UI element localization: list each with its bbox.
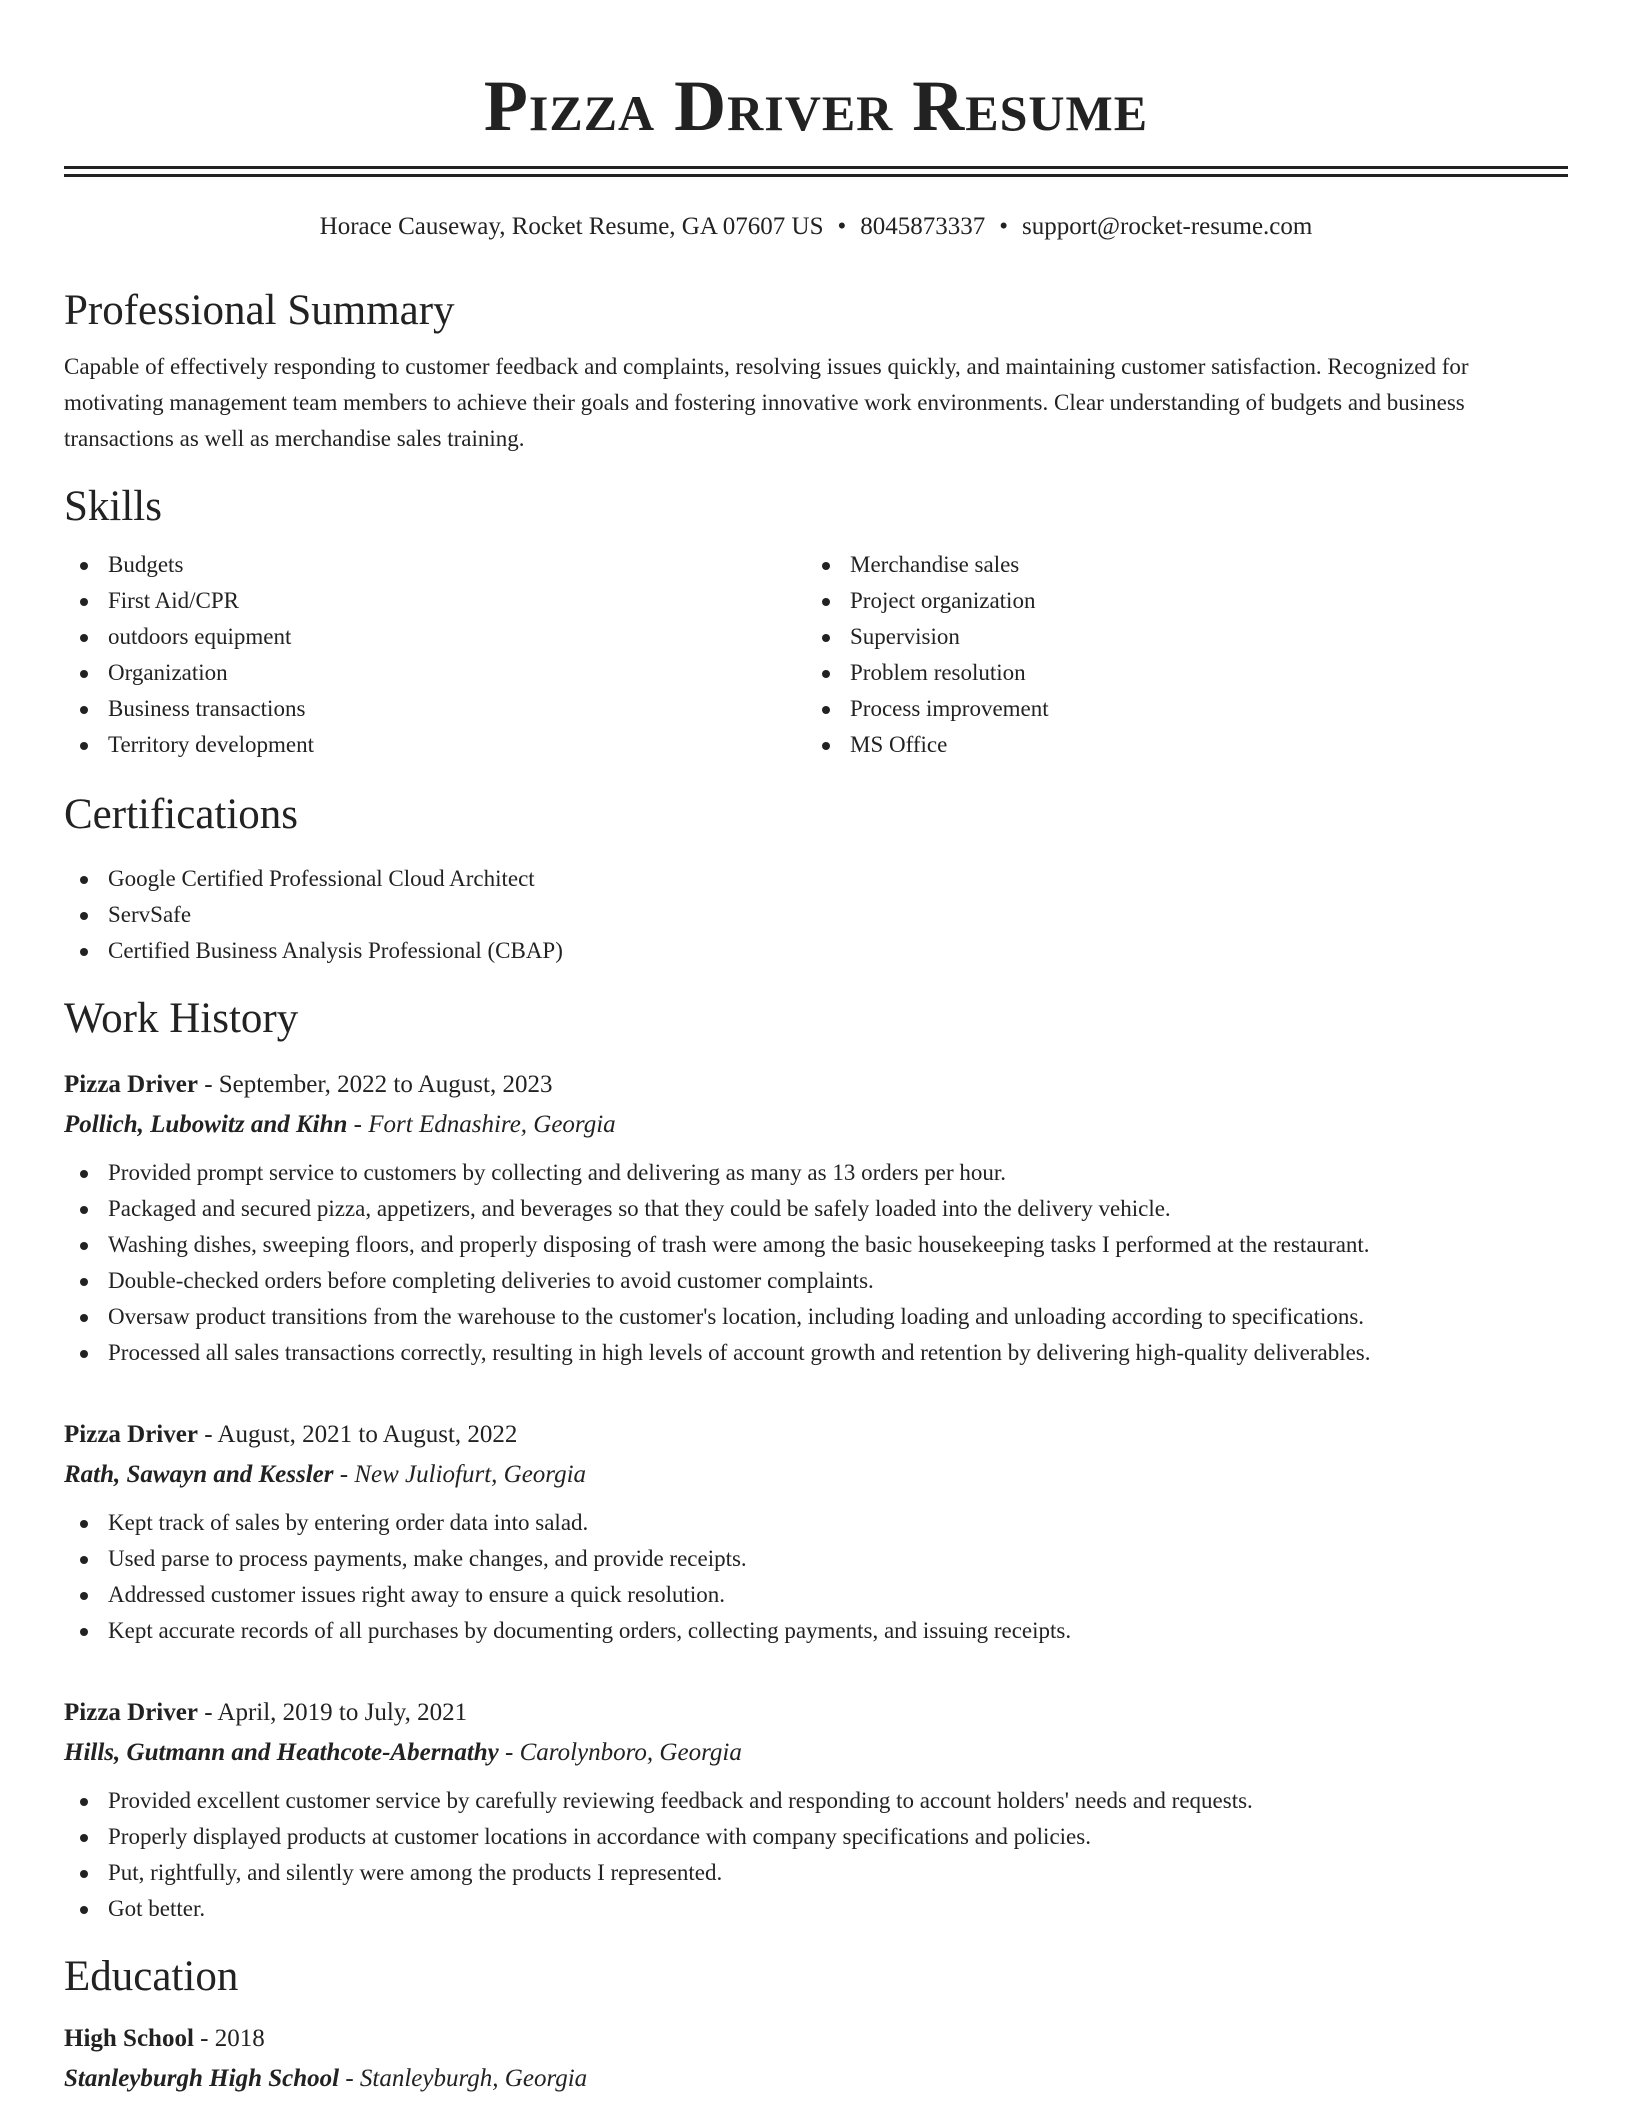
job-duty-item: Kept track of sales by entering order data into salad. xyxy=(64,1505,1568,1541)
summary-heading: Professional Summary xyxy=(64,287,455,334)
certification-item: Google Certified Professional Cloud Architect xyxy=(64,861,1568,897)
skill-item: Problem resolution xyxy=(806,655,1548,691)
job-title: Pizza Driver xyxy=(64,1421,198,1448)
education-year: - 2018 xyxy=(193,2025,265,2052)
certifications-heading: Certifications xyxy=(64,791,299,838)
job-duty-item: Packaged and secured pizza, appetizers, and beverages so that they could be safely loaded into the delivery vehicle. xyxy=(64,1191,1568,1227)
skills-list-left xyxy=(64,547,806,763)
job-employer xyxy=(64,1455,1568,1495)
job-duty-item: Double-checked orders before completing deliveries to avoid customer complaints. xyxy=(64,1263,1568,1299)
job-duties-list xyxy=(64,1155,1568,1371)
education-school: Stanleyburgh High School xyxy=(64,2065,340,2092)
education-heading: Education xyxy=(64,1953,239,2000)
job-company: Rath, Sawayn and Kessler xyxy=(64,1461,334,1488)
education-entry xyxy=(64,2019,1568,2099)
resume-page xyxy=(64,0,1568,2099)
job-location: - Fort Ednashire, Georgia xyxy=(347,1111,616,1138)
skill-item: MS Office xyxy=(806,727,1548,763)
job-duties-list xyxy=(64,1783,1568,1927)
skill-item: Supervision xyxy=(806,619,1548,655)
skill-item: Process improvement xyxy=(806,691,1548,727)
certification-item: Certified Business Analysis Professional (CBAP) xyxy=(64,933,1568,969)
job-header xyxy=(64,1693,1568,1733)
job-entry xyxy=(64,1065,1568,1371)
job-duty-item: Provided excellent customer service by carefully reviewing feedback and responding to account holders' needs and requests. xyxy=(64,1783,1568,1819)
job-employer xyxy=(64,1733,1568,1773)
job-dates: - April, 2019 to July, 2021 xyxy=(197,1699,468,1726)
education-header xyxy=(64,2019,1568,2059)
job-company: Pollich, Lubowitz and Kihn xyxy=(64,1111,348,1138)
job-location: - Carolynboro, Georgia xyxy=(498,1739,742,1766)
job-duty-item: Processed all sales transactions correctly, resulting in high levels of account growth and retention by delivering high-quality deliverables. xyxy=(64,1335,1568,1371)
job-employer xyxy=(64,1105,1568,1145)
skill-item: Territory development xyxy=(64,727,806,763)
skills-columns xyxy=(64,547,1568,763)
job-duty-item: Oversaw product transitions from the warehouse to the customer's location, including loading and unloading according to specifications. xyxy=(64,1299,1568,1335)
job-duty-item: Provided prompt service to customers by collecting and delivering as many as 13 orders per hour. xyxy=(64,1155,1568,1191)
education-institution xyxy=(64,2059,1568,2099)
skill-item: First Aid/CPR xyxy=(64,583,806,619)
title-double-rule xyxy=(64,166,1568,177)
contact-separator: • xyxy=(837,213,847,240)
work-history-heading: Work History xyxy=(64,995,299,1042)
job-duty-item: Put, rightfully, and silently were among the products I represented. xyxy=(64,1855,1568,1891)
job-duties-list xyxy=(64,1505,1568,1649)
education-degree: High School xyxy=(64,2025,194,2052)
education-location: - Stanleyburgh, Georgia xyxy=(339,2065,588,2092)
job-duty-item: Kept accurate records of all purchases by documenting orders, collecting payments, and issuing receipts. xyxy=(64,1613,1568,1649)
skill-item: Merchandise sales xyxy=(806,547,1548,583)
job-header xyxy=(64,1065,1568,1105)
job-dates: - August, 2021 to August, 2022 xyxy=(197,1421,518,1448)
job-dates: - September, 2022 to August, 2023 xyxy=(197,1071,553,1098)
certifications-list xyxy=(64,861,1568,969)
skill-item: Business transactions xyxy=(64,691,806,727)
contact-address: Horace Causeway, Rocket Resume, GA 07607 US xyxy=(319,213,824,240)
contact-separator: • xyxy=(999,213,1009,240)
summary-text: Capable of effectively responding to customer feedback and complaints, resolving issues quickly, and maintaining customer satisfaction. Recognized for motivating management team members to achieve their goals and fostering innovative work environments. Clear understanding of budgets and business transactions as well as merchandise sales training. xyxy=(64,354,1469,451)
skill-item: Project organization xyxy=(806,583,1548,619)
resume-title: Pizza Driver Resume xyxy=(483,66,1149,146)
skill-item: Organization xyxy=(64,655,806,691)
job-title: Pizza Driver xyxy=(64,1071,198,1098)
job-header xyxy=(64,1415,1568,1455)
skills-list-right xyxy=(806,547,1548,763)
contact-line xyxy=(64,211,1568,243)
job-entry xyxy=(64,1415,1568,1649)
job-duty-item: Used parse to process payments, make changes, and provide receipts. xyxy=(64,1541,1568,1577)
job-entry xyxy=(64,1693,1568,1927)
certification-item: ServSafe xyxy=(64,897,1568,933)
skill-item: outdoors equipment xyxy=(64,619,806,655)
job-duty-item: Addressed customer issues right away to ensure a quick resolution. xyxy=(64,1577,1568,1613)
job-title: Pizza Driver xyxy=(64,1699,198,1726)
job-company: Hills, Gutmann and Heathcote-Abernathy xyxy=(64,1739,499,1766)
job-duty-item: Got better. xyxy=(64,1891,1568,1927)
contact-email: support@rocket-resume.com xyxy=(1022,213,1313,240)
job-duty-item: Properly displayed products at customer locations in accordance with company specifications and policies. xyxy=(64,1819,1568,1855)
contact-phone: 8045873337 xyxy=(860,213,986,240)
skills-heading: Skills xyxy=(64,483,162,530)
job-duty-item: Washing dishes, sweeping floors, and properly disposing of trash were among the basic housekeeping tasks I performed at the restaurant. xyxy=(64,1227,1568,1263)
job-location: - New Juliofurt, Georgia xyxy=(333,1461,587,1488)
skill-item: Budgets xyxy=(64,547,806,583)
